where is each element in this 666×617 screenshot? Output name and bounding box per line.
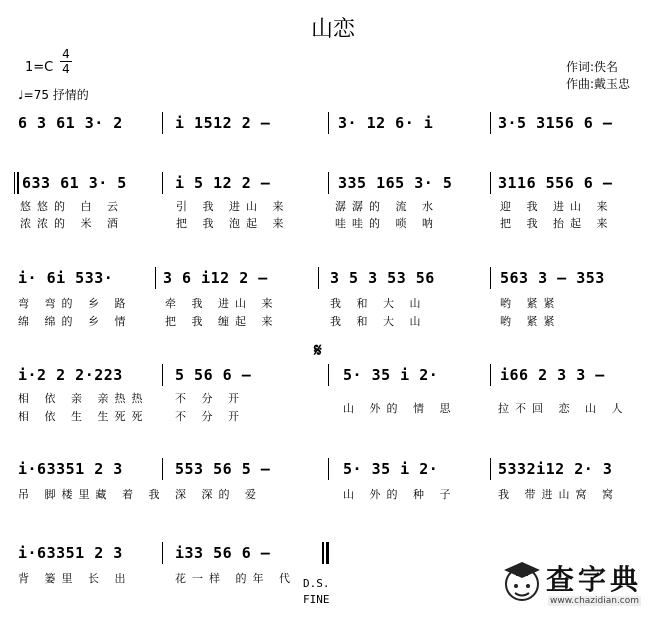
barline xyxy=(490,458,491,480)
bar-2: i 1512 2 — xyxy=(175,114,271,132)
lyric-line-2: 浓浓的 米 酒 xyxy=(20,217,124,230)
barline xyxy=(328,172,329,194)
lyric-line-1: 哟 紧紧 xyxy=(500,297,561,310)
bar-20: 5332i12 2· 3 xyxy=(498,460,613,478)
lyric-line-1: 相 依 亲 亲热热 xyxy=(18,392,149,405)
bar-3: 3· 12 6· i xyxy=(338,114,434,132)
lyric-line-1: 山 外的 种 子 xyxy=(343,488,457,501)
lyricist-credit: 作词:佚名 xyxy=(566,60,619,74)
bar-15: 5· 35 i 2· xyxy=(343,366,439,384)
repeat-end-barline xyxy=(326,542,329,564)
quarter-note-icon: ♩ xyxy=(18,88,24,102)
dal-segno-marking xyxy=(303,576,330,608)
key-signature: 1=C xyxy=(25,60,54,75)
lyric-line-1: 悠悠的 白 云 xyxy=(20,200,124,213)
bar-22: i33 56 6 — xyxy=(175,544,271,562)
lyric-line-1: 弯 弯的 乡 路 xyxy=(18,297,132,310)
lyric-line-2: 我 和 大 山 xyxy=(330,315,427,328)
lyric-line-2: 不 分 开 xyxy=(175,410,245,423)
bar-19: 5· 35 i 2· xyxy=(343,460,439,478)
tempo-marking xyxy=(18,86,89,103)
time-signature-top: 4 xyxy=(62,47,70,61)
lyric-line-2: 把 我 抬起 来 xyxy=(500,217,614,230)
bar-13: i·2 2 2·223 xyxy=(18,366,123,384)
lyric-line-1: 我 带进山窝 窝 xyxy=(498,488,619,501)
bar-10: 3 6 i12 2 — xyxy=(163,269,268,287)
bar-6: i 5 12 2 — xyxy=(175,174,271,192)
lyric-line-1: 我 和 大 山 xyxy=(330,297,427,310)
barline xyxy=(328,112,329,134)
barline xyxy=(162,172,163,194)
lyric-line-2: 哇哇的 唢 呐 xyxy=(335,217,439,230)
barline xyxy=(155,267,156,289)
lyric-line-1: 引 我 进山 来 xyxy=(176,200,290,213)
lyric-line-1: 迎 我 进山 来 xyxy=(500,200,614,213)
lyric-line-1: 牵 我 进山 来 xyxy=(165,297,279,310)
barline xyxy=(328,364,329,386)
bar-8: 3116 556 6 — xyxy=(498,174,613,192)
segno-icon: 𝄋 xyxy=(314,340,322,361)
lyric-line-1: 山 外的 情 思 xyxy=(343,402,457,415)
lyric-line-1: 不 分 开 xyxy=(175,392,245,405)
barline xyxy=(490,267,491,289)
lyric-line-1: 深 深的 爱 xyxy=(175,488,262,501)
watermark-brand: 查字典 xyxy=(546,563,643,596)
tempo-text: =75 抒情的 xyxy=(23,88,89,102)
barline xyxy=(490,364,491,386)
barline xyxy=(490,172,491,194)
barline xyxy=(162,112,163,134)
bar-14: 5 56 6 — xyxy=(175,366,252,384)
lyric-line-1: 吊 脚楼里藏 着 我 xyxy=(18,488,166,501)
bar-5: 633 61 3· 5 xyxy=(22,174,127,192)
lyric-line-1: 背 篓里 长 出 xyxy=(18,572,132,585)
bar-21: i·63351 2 3 xyxy=(18,544,123,562)
watermark-logo xyxy=(500,556,660,614)
lyric-line-1: 花一样 的年 代 xyxy=(175,572,296,585)
graduate-mascot-icon xyxy=(500,556,544,606)
bar-11: 3 5 3 53 56 xyxy=(330,269,435,287)
ds-label: D.S. xyxy=(303,577,330,590)
barline xyxy=(162,542,163,564)
barline xyxy=(162,364,163,386)
lyric-line-1: 拉不回 恋 山 人 xyxy=(498,402,629,415)
time-signature-bottom: 4 xyxy=(60,61,72,76)
bar-7: 335 165 3· 5 xyxy=(338,174,453,192)
bar-17: i·63351 2 3 xyxy=(18,460,123,478)
barline xyxy=(318,267,319,289)
lyric-line-2: 把 我 缠起 来 xyxy=(165,315,279,328)
watermark-url: www.chazidian.com xyxy=(550,596,640,606)
bar-9: i· 6i 533· xyxy=(18,269,114,287)
composer-credit: 作曲:戴玉忠 xyxy=(566,77,631,91)
repeat-start-barline xyxy=(14,172,15,194)
lyric-line-2: 绵 绵的 乡 情 xyxy=(18,315,132,328)
barline xyxy=(328,458,329,480)
bar-1: 6 3 61 3· 2 xyxy=(18,114,123,132)
lyric-line-2: 相 依 生 生死死 xyxy=(18,410,149,423)
lyric-line-2: 把 我 泡起 来 xyxy=(176,217,290,230)
lyric-line-2: 哟 紧紧 xyxy=(500,315,561,328)
repeat-end-barline xyxy=(322,542,324,564)
lyric-line-1: 潺潺的 流 水 xyxy=(335,200,439,213)
barline xyxy=(162,458,163,480)
bar-4: 3·5 3156 6 — xyxy=(498,114,613,132)
barline xyxy=(490,112,491,134)
bar-12: 563 3 — 353 xyxy=(500,269,605,287)
fine-label: FINE xyxy=(303,593,330,606)
repeat-start-barline xyxy=(17,172,19,194)
time-signature xyxy=(60,47,72,76)
bar-18: 553 56 5 — xyxy=(175,460,271,478)
page-title: 山恋 xyxy=(310,17,355,42)
bar-16: i66 2 3 3 — xyxy=(500,366,605,384)
